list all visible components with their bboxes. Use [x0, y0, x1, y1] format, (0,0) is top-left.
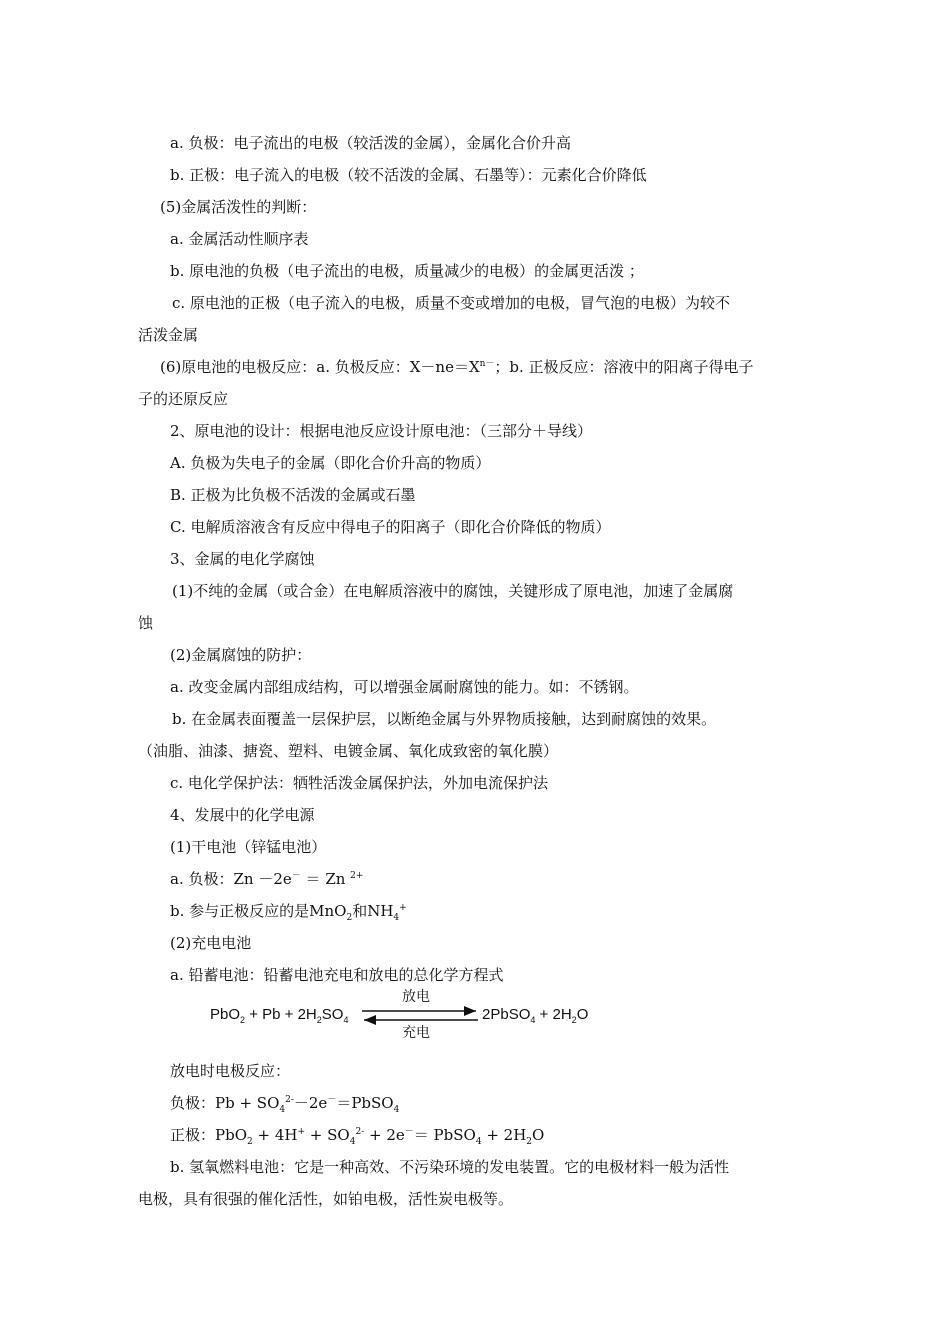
text-line: a. 负极：Zn －2e－ ＝ Zn $^{2+}$	[170, 870, 364, 888]
text-line: 电极，具有很强的催化活性，如铂电极，活性炭电极等。	[138, 1190, 514, 1208]
text-line: b. 参与正极反应的是MnO$_2$和$NH_4^+$	[170, 902, 407, 923]
text-line: (6)原电池的电极反应：a. 负极反应：$X-ne=X^{n-}$；b. 正极反应：溶液中的阳离子得电子	[160, 358, 754, 376]
text-line: B. 正极为比负极不活泼的金属或石墨	[170, 486, 416, 504]
text-line: 放电时电极反应：	[170, 1062, 291, 1080]
text-line: （油脂、油漆、搪瓷、塑料、电镀金属、氧化成致密的氧化膜）	[138, 742, 559, 760]
text-line: a. 负极：电子流出的电极（较活泼的金属），金属化合价升高	[170, 134, 571, 152]
text-line: (1)不纯的金属（或合金）在电解质溶液中的腐蚀，关键形成了原电池，加速了金属腐	[172, 582, 734, 600]
text-line: (2)金属腐蚀的防护：	[170, 646, 312, 664]
text-line: c. 电化学保护法：牺牲活泼金属保护法，外加电流保护法	[170, 774, 548, 792]
charge-label: 充电	[402, 1024, 430, 1040]
text-line: 蚀	[138, 614, 154, 632]
equation-products: 2PbSO$_4$ + $2H_2O$	[482, 1006, 589, 1025]
negative-electrode-reaction: 负极：$Pb + SO_4^{2-}-2e^-=PbSO_4$	[170, 1094, 400, 1115]
section-heading: 3、金属的电化学腐蚀	[170, 550, 315, 568]
lead-acid-equation	[210, 988, 630, 1042]
text-line: b. 正极：电子流入的电极（较不活泼的金属、石墨等）：元素化合价降低	[170, 166, 647, 184]
text-line: b. 在金属表面覆盖一层保护层，以断绝金属与外界物质接触，达到耐腐蚀的效果。	[172, 710, 717, 728]
text-line: (2)充电电池	[170, 934, 252, 952]
text-line: 活泼金属	[138, 326, 199, 344]
text-line: a. 改变金属内部组成结构，可以增强金属耐腐蚀的能力。如：不锈钢。	[170, 678, 639, 696]
text-line: A. 负极为失电子的金属（即化合价升高的物质）	[170, 454, 491, 472]
text-line: 子的还原反应	[138, 390, 229, 408]
text-line: (5)金属活泼性的判断：	[160, 198, 317, 216]
text-line: C. 电解质溶液含有反应中得电子的阳离子（即化合价降低的物质）	[170, 518, 611, 536]
equation-reactants: $PbO_2 + Pb + 2H_2SO_4$	[210, 1006, 349, 1025]
section-heading: 2、原电池的设计：根据电池反应设计原电池：（三部分＋导线）	[170, 422, 593, 440]
section-heading: 4、发展中的化学电源	[170, 806, 315, 824]
discharge-label: 放电	[402, 988, 430, 1004]
text-line: b. 氢氧燃料电池：它是一种高效、不污染环境的发电装置。它的电极材料一般为活性	[170, 1158, 730, 1176]
text-line: a. 金属活动性顺序表	[170, 230, 309, 248]
text-line: a. 铅蓄电池：铅蓄电池充电和放电的总化学方程式	[170, 966, 504, 984]
text-line: b. 原电池的负极（电子流出的电极，质量减少的电极）的金属更活泼 ；	[170, 262, 644, 280]
positive-electrode-reaction: 正极：$PbO_2 + 4H^+ + SO_4^{2-} + 2e^-=$ PbSO$_4$ + $2H_2O$	[170, 1126, 545, 1147]
text-line: (1)干电池（锌锰电池）	[170, 838, 327, 856]
text-line: c. 原电池的正极（电子流入的电极，质量不变或增加的电极，冒气泡的电极）为较不	[172, 294, 730, 312]
